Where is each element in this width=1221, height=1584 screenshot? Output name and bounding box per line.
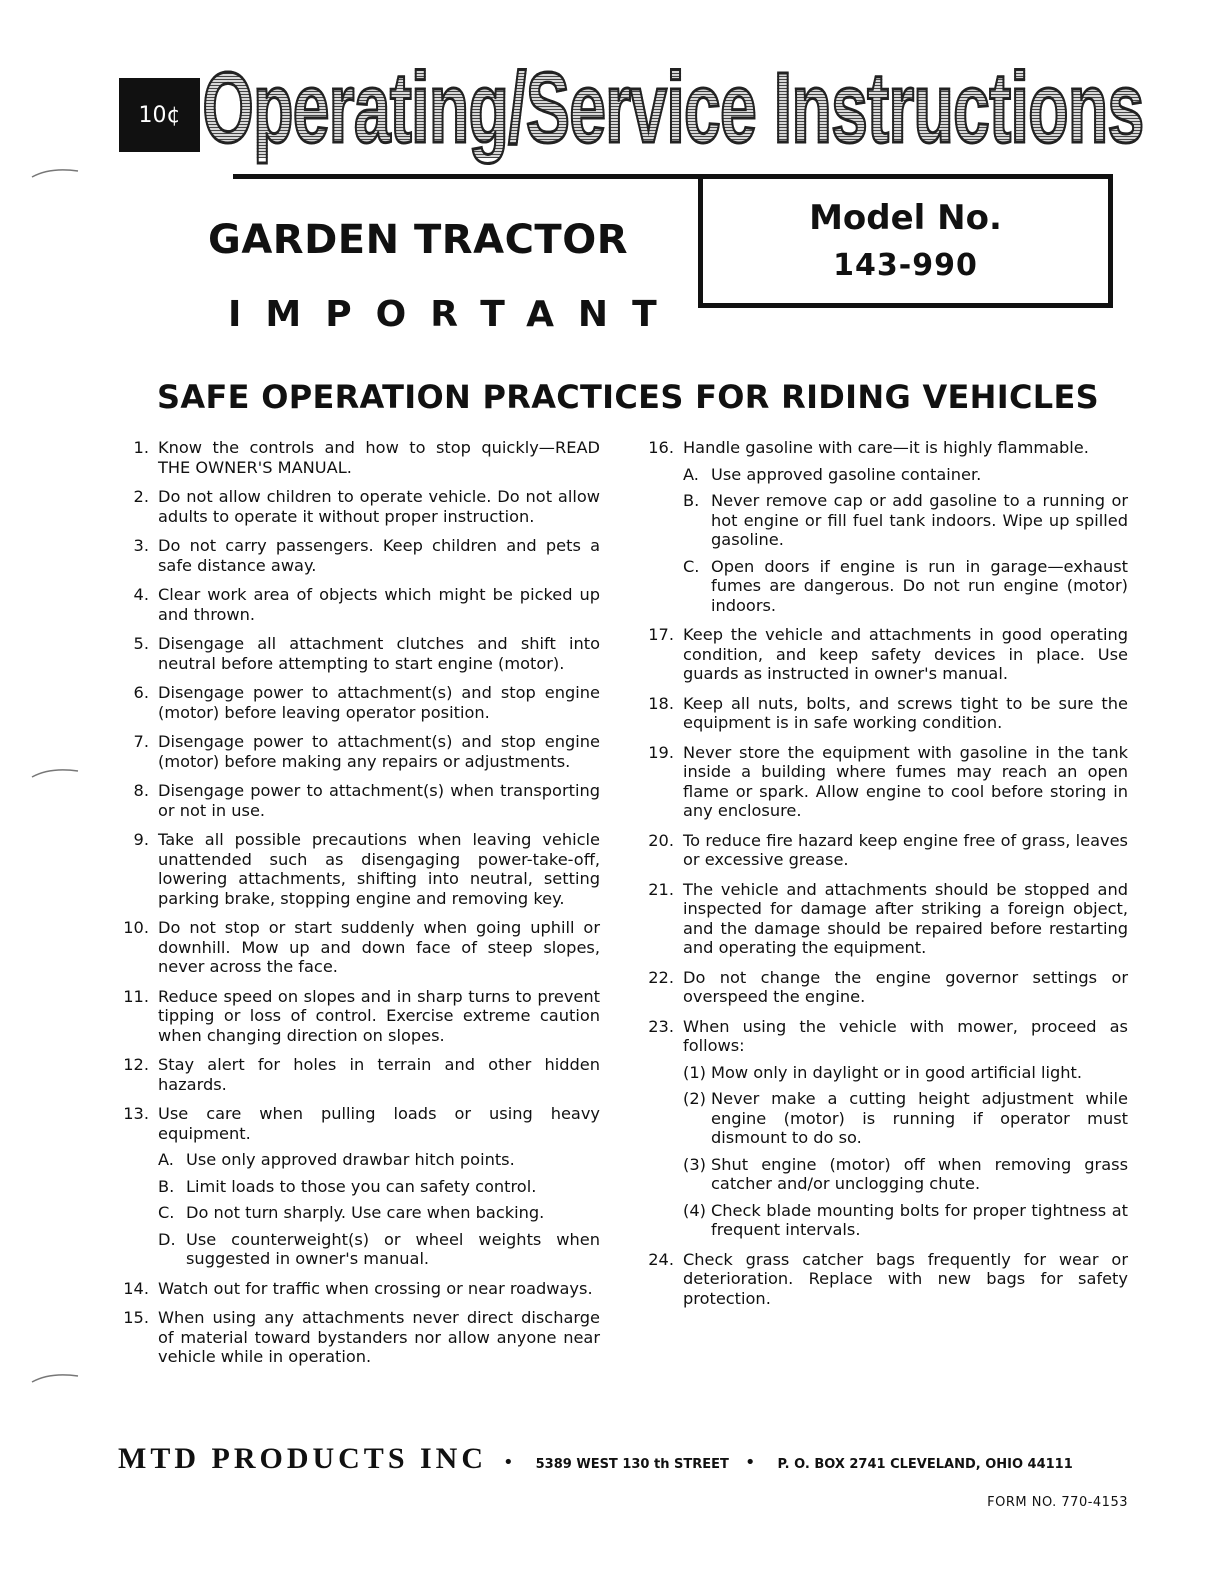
scan-mark — [30, 765, 90, 779]
instruction-body — [683, 625, 1128, 684]
instruction-text: Stay alert for holes in terrain and other hidden hazards. — [158, 1055, 600, 1094]
instruction-item — [118, 1308, 600, 1367]
sub-instruction — [683, 557, 1128, 616]
sub-instruction-label: (4) — [683, 1200, 706, 1220]
instruction-text: Clear work area of objects which might be picked up and thrown. — [158, 585, 600, 624]
sub-instruction — [683, 1155, 1128, 1194]
scan-mark — [30, 1370, 90, 1384]
sub-instruction-label: D. — [158, 1229, 176, 1249]
company-name: MTD PRODUCTS INC — [118, 1442, 488, 1475]
instruction-number: 12. — [123, 1055, 149, 1074]
sub-instruction-text: Do not turn sharply. Use care when backing. — [186, 1203, 545, 1222]
instruction-number: 13. — [123, 1104, 149, 1123]
instruction-body — [158, 918, 600, 977]
instruction-text: Check grass catcher bags frequently for wear or deterioration. Replace with new bags for safety protection. — [683, 1249, 1128, 1308]
instruction-number: 23. — [648, 1016, 674, 1036]
sub-instruction-text: Open doors if engine is run in garage—exhaust fumes are dangerous. Do not run engine (motor) indoors. — [711, 556, 1128, 615]
instruction-number: 24. — [648, 1249, 674, 1269]
instruction-item — [643, 1017, 1128, 1240]
instruction-item — [118, 1104, 600, 1269]
instruction-number: 20. — [648, 830, 674, 850]
instruction-number: 21. — [648, 879, 674, 899]
instruction-text: Never store the equipment with gasoline in the tank inside a building where fumes may reach an open flame or spark. Allow engine to cool before storing in any enclosure. — [683, 742, 1128, 820]
sub-instruction-label: (2) — [683, 1089, 706, 1108]
footer-bullet: • — [744, 1452, 756, 1473]
instruction-number: 9. — [133, 830, 149, 849]
instruction-text: Use care when pulling loads or using heavy equipment. — [158, 1104, 600, 1143]
sub-instruction — [683, 1089, 1128, 1148]
sub-instruction-text: Use counterweight(s) or wheel weights when suggested in owner's manual. — [186, 1229, 600, 1268]
sub-instruction-label: (3) — [683, 1154, 706, 1174]
footer-bullet: • — [503, 1452, 514, 1473]
instruction-number: 1. — [133, 438, 149, 457]
instruction-text: When using any attachments never direct discharge of material toward bystanders nor allow anyone near vehicle while in operation. — [158, 1308, 600, 1366]
instruction-item — [643, 968, 1128, 1007]
sub-instruction-text: Limit loads to those you can safety control. — [186, 1176, 537, 1196]
instruction-item — [643, 1250, 1128, 1309]
instruction-item — [118, 683, 600, 722]
form-number: FORM NO. 770-4153 — [987, 1495, 1128, 1510]
sub-instruction — [158, 1177, 600, 1197]
model-box — [698, 176, 1113, 308]
model-label: Model No. — [809, 198, 1002, 238]
instruction-item — [643, 625, 1128, 684]
instruction-body — [158, 1104, 600, 1269]
instruction-item — [118, 487, 600, 526]
banner-title-text: Operating/Service Instructions — [202, 52, 1144, 164]
instruction-number: 22. — [648, 967, 674, 987]
instruction-number: 7. — [133, 732, 149, 751]
instruction-number: 4. — [133, 585, 149, 604]
instruction-number: 10. — [123, 918, 149, 937]
sub-instruction-label: A. — [158, 1150, 174, 1169]
sub-instruction-label: (1) — [683, 1062, 706, 1082]
instruction-body — [683, 694, 1128, 733]
sub-instruction-label: C. — [158, 1203, 175, 1222]
instruction-number: 11. — [123, 986, 149, 1006]
sub-instruction-text: Use approved gasoline container. — [711, 464, 982, 484]
price-badge: 10¢ — [119, 78, 200, 152]
instruction-text: When using the vehicle with mower, proceed as follows: — [683, 1016, 1128, 1055]
instruction-item — [118, 1279, 600, 1299]
sub-instruction-label: C. — [683, 556, 700, 576]
instruction-text: Know the controls and how to stop quickly—READ THE OWNER'S MANUAL. — [158, 438, 600, 477]
instruction-item — [118, 438, 600, 477]
instruction-body — [158, 536, 600, 575]
instruction-text: Do not carry passengers. Keep children and pets a safe distance away. — [158, 536, 600, 575]
instruction-number: 8. — [133, 781, 149, 800]
instruction-body — [158, 830, 600, 908]
instruction-number: 6. — [133, 683, 149, 702]
instruction-text: The vehicle and attachments should be stopped and inspected for damage after striking a foreign object, and the damage should be repaired before restarting and operating the equipment. — [683, 879, 1128, 957]
instruction-body — [158, 634, 600, 673]
instruction-body — [158, 438, 600, 477]
instruction-number: 15. — [123, 1308, 149, 1327]
instruction-text: Handle gasoline with care—it is highly flammable. — [683, 438, 1089, 457]
sub-instruction — [158, 1230, 600, 1269]
instruction-text: Keep the vehicle and attachments in good operating condition, and keep safety devices in place. Use guards as instructed in owner's manual. — [683, 625, 1128, 683]
instruction-number: 2. — [133, 487, 149, 506]
instruction-number: 18. — [648, 693, 674, 713]
instruction-body — [158, 732, 600, 771]
street-address: 5389 WEST 130 th STREET — [535, 1457, 729, 1472]
instruction-item — [118, 585, 600, 624]
sub-instruction-text: Mow only in daylight or in good artificial light. — [711, 1062, 1083, 1082]
instruction-body — [683, 1250, 1128, 1309]
instruction-body — [158, 1055, 600, 1094]
instruction-number: 17. — [648, 625, 674, 644]
instruction-text: Do not stop or start suddenly when going uphill or downhill. Mow up and down face of steep slopes, never across the face. — [158, 918, 600, 976]
footer — [118, 1442, 1128, 1476]
instruction-text: Do not change the engine governor settings or overspeed the engine. — [683, 967, 1128, 1006]
instruction-number: 16. — [648, 438, 674, 457]
instruction-item — [118, 1055, 600, 1094]
sub-instruction — [683, 1201, 1128, 1240]
instruction-text: Disengage power to attachment(s) and stop engine (motor) before making any repairs or adjustments. — [158, 732, 600, 771]
instruction-body — [683, 743, 1128, 821]
instruction-item — [118, 918, 600, 977]
instruction-text: Disengage power to attachment(s) and stop engine (motor) before leaving operator position. — [158, 683, 600, 722]
instruction-text: Disengage all attachment clutches and shift into neutral before attempting to start engine (motor). — [158, 634, 600, 673]
instruction-item — [118, 732, 600, 771]
po-box-address: P. O. BOX 2741 CLEVELAND, OHIO 44111 — [777, 1457, 1073, 1472]
instruction-body — [158, 683, 600, 722]
sub-instruction-text: Never make a cutting height adjustment while engine (motor) is running if operator must dismount to do so. — [711, 1089, 1128, 1147]
scan-mark — [30, 165, 90, 179]
instruction-number: 14. — [123, 1278, 149, 1298]
right-column — [643, 438, 1128, 1318]
sub-instruction-label: B. — [683, 491, 700, 510]
sub-instruction-text: Check blade mounting bolts for proper tightness at frequent intervals. — [711, 1200, 1128, 1239]
instruction-number: 19. — [648, 742, 674, 762]
instruction-item — [643, 743, 1128, 821]
instruction-item — [118, 830, 600, 908]
instruction-item — [118, 987, 600, 1046]
instruction-body — [683, 968, 1128, 1007]
instruction-text: Take all possible precautions when leaving vehicle unattended such as disengaging power-take-off, lowering attachments, shifting into neutral, setting parking brake, stopping engine and removing key. — [158, 830, 600, 908]
instruction-body — [158, 1308, 600, 1367]
instruction-item — [118, 634, 600, 673]
instruction-item — [643, 831, 1128, 870]
instruction-body — [683, 831, 1128, 870]
instruction-number: 3. — [133, 536, 149, 555]
sub-instruction — [683, 465, 1128, 485]
section-heading: SAFE OPERATION PRACTICES FOR RIDING VEHICLES — [157, 378, 1099, 416]
instruction-item — [643, 694, 1128, 733]
instruction-body — [158, 585, 600, 624]
instruction-body — [158, 987, 600, 1046]
instruction-item — [643, 438, 1128, 615]
sub-instruction-text: Use only approved drawbar hitch points. — [186, 1150, 515, 1169]
instruction-text: To reduce fire hazard keep engine free of grass, leaves or excessive grease. — [683, 830, 1128, 869]
sub-instruction-label: A. — [683, 464, 699, 484]
sub-instruction — [158, 1203, 600, 1223]
instruction-text: Disengage power to attachment(s) when transporting or not in use. — [158, 781, 600, 820]
instruction-body — [683, 880, 1128, 958]
instruction-body — [158, 487, 600, 526]
product-title: GARDEN TRACTOR — [208, 217, 629, 263]
instruction-text: Keep all nuts, bolts, and screws tight to be sure the equipment is in safe working condition. — [683, 693, 1128, 732]
instruction-text: Watch out for traffic when crossing or near roadways. — [158, 1278, 593, 1298]
model-number: 143-990 — [833, 248, 978, 283]
instruction-body — [683, 438, 1128, 615]
instruction-item — [643, 880, 1128, 958]
instruction-body — [158, 1279, 600, 1299]
instruction-item — [118, 536, 600, 575]
sub-instruction — [158, 1150, 600, 1170]
instruction-body — [158, 781, 600, 820]
banner-title — [202, 52, 1144, 164]
sub-instruction-text: Never remove cap or add gasoline to a running or hot engine or fill fuel tank indoors. Wipe up spilled gasoline. — [711, 491, 1128, 549]
instruction-text: Reduce speed on slopes and in sharp turns to prevent tipping or loss of control. Exercise extreme caution when changing direction on slopes. — [158, 986, 600, 1045]
instruction-number: 5. — [133, 634, 149, 653]
instruction-body — [683, 1017, 1128, 1240]
sub-instruction — [683, 491, 1128, 550]
instruction-item — [118, 781, 600, 820]
sub-instruction-text: Shut engine (motor) off when removing grass catcher and/or unclogging chute. — [711, 1154, 1128, 1193]
left-column — [118, 438, 600, 1377]
sub-instruction-label: B. — [158, 1176, 175, 1196]
instruction-text: Do not allow children to operate vehicle. Do not allow adults to operate it without proper instruction. — [158, 487, 600, 526]
important-heading: IMPORTANT — [228, 294, 681, 335]
sub-instruction — [683, 1063, 1128, 1083]
